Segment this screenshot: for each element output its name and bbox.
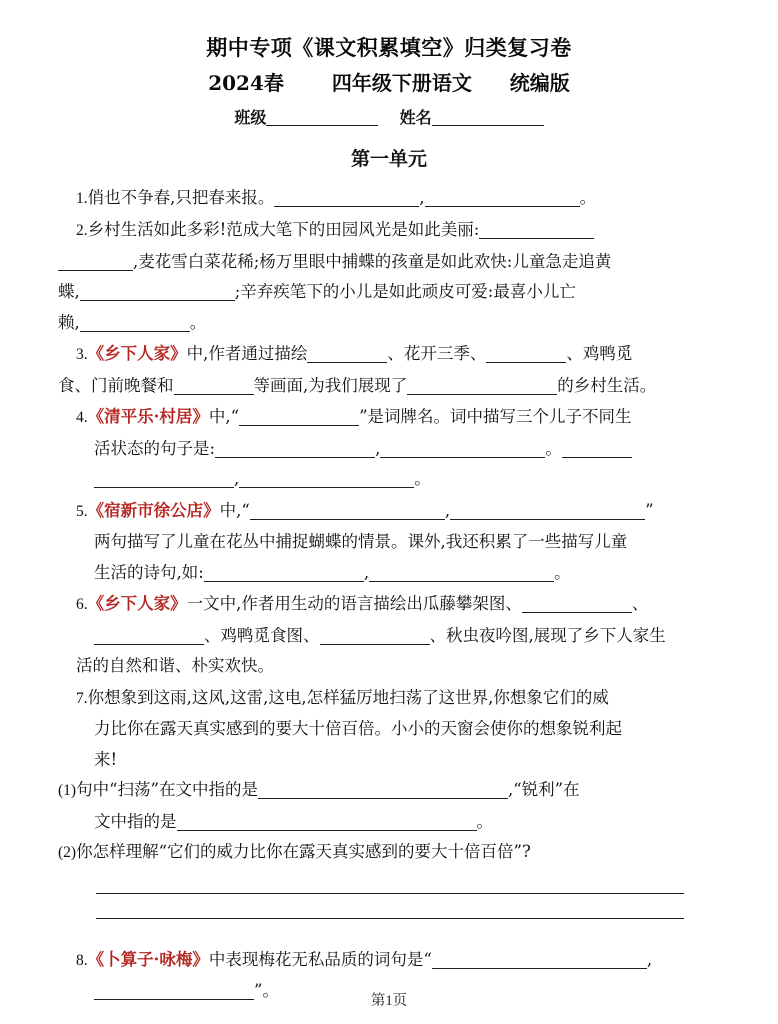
question-6 — [58, 589, 720, 682]
question-2-number: 2. — [76, 222, 88, 240]
question-8-line-1 — [58, 945, 720, 977]
answer-blank[interactable] — [274, 189, 419, 207]
unit-heading: 第一单元 — [350, 147, 427, 170]
question-7-number: 7. — [76, 689, 88, 707]
question-1-period: 。 — [579, 187, 597, 207]
question-3-line-2 — [58, 371, 720, 402]
question-4-text-2a: 活状态的句子是: — [94, 438, 216, 458]
question-8-text-1a: 中表现梅花无私品质的词句是“ — [208, 949, 432, 969]
question-7-text-2: 力比你在露天真实感到的要大十倍百倍。小小的天窗会使你的想象锐利起 — [94, 719, 622, 739]
question-7-line-2 — [58, 714, 720, 745]
question-7-sub-1-line-2 — [58, 807, 720, 838]
answer-blank[interactable] — [407, 377, 557, 395]
question-4-line-2 — [58, 434, 720, 465]
question-2-text-4a: 赖, — [58, 312, 80, 332]
question-2 — [58, 215, 720, 338]
question-7-sub-2-line-1 — [58, 837, 720, 869]
name-label: 姓名 — [399, 108, 432, 128]
question-1-comma: , — [419, 187, 425, 207]
question-4-line-1 — [58, 402, 720, 434]
student-identity-row — [58, 107, 720, 129]
question-7-sub-1-text-2b: 。 — [476, 811, 493, 831]
question-4-text-3a: , — [234, 469, 240, 489]
question-5-work-title: 《宿新市徐公店》 — [87, 500, 220, 520]
answer-blank[interactable] — [369, 564, 554, 582]
question-5-text-3a: 生活的诗句,如: — [94, 562, 204, 582]
answer-blank[interactable] — [80, 314, 190, 332]
document-subtitle — [58, 68, 720, 98]
answer-blank[interactable] — [450, 502, 645, 520]
question-3-number: 3. — [76, 346, 88, 364]
question-6-line-1 — [58, 589, 720, 621]
name-input-rule[interactable] — [432, 111, 544, 126]
question-6-number: 6. — [76, 596, 88, 614]
question-3-text-1a: 中,作者通过描绘 — [186, 344, 308, 364]
question-8-work-title: 《卜算子·咏梅》 — [87, 949, 209, 969]
question-7-sub-1-label: (1) — [58, 782, 77, 800]
answer-blank[interactable] — [479, 221, 594, 239]
question-2-line-3 — [58, 277, 720, 308]
answer-blank[interactable] — [425, 189, 580, 207]
question-7-line-1 — [58, 683, 720, 715]
answer-blank[interactable] — [239, 470, 414, 488]
answer-blank[interactable] — [258, 781, 508, 799]
question-7-sub-1-text-1a: 句中“扫荡”在文中指的是 — [76, 780, 258, 800]
answer-blank[interactable] — [174, 377, 254, 395]
question-5-text-1a: 中,“ — [219, 500, 250, 520]
question-5-text-3b: , — [363, 562, 370, 582]
question-4-line-3 — [58, 464, 720, 495]
question-7 — [58, 683, 720, 919]
question-7-text-1: 你想象到这雨,这风,这雷,这电,怎样猛厉地扫荡了这世界,你想象它们的威 — [87, 687, 609, 707]
answer-blank[interactable] — [215, 440, 375, 458]
question-8-text-2b: 。 — [262, 981, 279, 1001]
question-6-text-1b: 、 — [631, 594, 649, 614]
question-3-work-title: 《乡下人家》 — [87, 344, 187, 364]
question-5-line-3 — [58, 558, 720, 589]
answer-blank[interactable] — [80, 283, 235, 301]
question-3-text-1c: 、鸡鸭觅 — [566, 344, 633, 364]
question-8-text-1b: , — [646, 949, 653, 969]
question-4-text-3b: 。 — [414, 469, 431, 489]
answer-blank[interactable] — [320, 627, 430, 645]
class-label: 班级 — [234, 108, 267, 128]
question-8-text-2a: ” — [254, 981, 263, 1001]
answer-blank[interactable] — [250, 502, 445, 520]
question-2-text-2: ,麦花雪白菜花稀;杨万里眼中捕蝶的孩童是如此欢快:儿童急走追黄 — [133, 251, 612, 271]
answer-blank[interactable] — [522, 595, 632, 613]
question-3-line-1 — [58, 339, 720, 371]
answer-rule-line-2[interactable] — [96, 918, 684, 919]
question-6-text-1a: 一文中,作者用生动的语言描绘出瓜藤攀架图、 — [186, 594, 522, 614]
question-2-line-4 — [58, 308, 720, 339]
question-7-sub-2-label: (2) — [58, 844, 77, 862]
answer-blank[interactable] — [486, 345, 566, 363]
question-3-text-1b: 、花开三季、 — [387, 344, 487, 364]
answer-blank[interactable] — [177, 813, 477, 831]
edition: 统编版 — [509, 71, 570, 96]
answer-blank[interactable] — [380, 440, 545, 458]
question-5-number: 5. — [76, 502, 88, 520]
answer-blank[interactable] — [239, 408, 359, 426]
answer-blank[interactable] — [562, 440, 632, 458]
question-4-text-1a: 中,“ — [208, 407, 240, 427]
question-3 — [58, 339, 720, 401]
question-2-text-3a: 蝶, — [58, 282, 80, 302]
question-5-text-1b: , — [444, 500, 451, 520]
question-7-text-3: 来! — [94, 749, 118, 769]
question-4-text-2c: 。 — [545, 438, 562, 458]
question-5-line-2 — [58, 527, 720, 558]
question-1-number: 1. — [76, 189, 88, 207]
question-6-text-2a: 、鸡鸭觅食图、 — [204, 625, 320, 645]
question-7-sub-1-text-1b: ,“锐利”在 — [507, 780, 580, 800]
question-list — [58, 183, 720, 1007]
question-5 — [58, 496, 720, 589]
class-input-rule[interactable] — [266, 111, 378, 126]
question-5-line-1 — [58, 496, 720, 528]
question-4-text-2b: , — [375, 438, 381, 458]
answer-blank[interactable] — [58, 253, 133, 271]
question-5-text-3c: 。 — [554, 562, 571, 582]
page-footer: 第1页 — [370, 993, 408, 1009]
answer-rule-line-1[interactable] — [96, 893, 684, 894]
question-2-line-1 — [58, 215, 720, 247]
answer-blank[interactable] — [94, 470, 234, 488]
answer-blank[interactable] — [432, 951, 647, 969]
question-5-text-2: 两句描写了儿童在花丛中捕捉蝴蝶的情景。课外,我还积累了一些描写儿童 — [94, 532, 628, 552]
question-7-sub-2-text: 你怎样理解“它们的威力比你在露天真实感到的要大十倍百倍”? — [76, 842, 531, 862]
question-6-text-3: 活的自然和谐、朴实欢快。 — [76, 656, 274, 676]
question-6-line-2 — [58, 621, 720, 652]
question-4-work-title: 《清平乐·村居》 — [87, 407, 209, 427]
question-7-sub-1-text-2a: 文中指的是 — [94, 811, 177, 831]
question-2-text-3b: ;辛弃疾笔下的小儿是如此顽皮可爱:最喜小儿亡 — [234, 282, 576, 302]
page-title: 期中专项《课文积累填空》归类复习卷 — [206, 35, 572, 60]
question-1-text-a: 俏也不争春,只把春来报。 — [87, 187, 275, 207]
question-2-text-1: 乡村生活如此多彩!范成大笔下的田园风光是如此美丽: — [87, 220, 480, 240]
answer-blank[interactable] — [204, 564, 364, 582]
question-4-text-1b: ”是词牌名。词中描写三个儿子不同生 — [359, 407, 632, 427]
question-1 — [58, 183, 720, 215]
question-4 — [58, 402, 720, 495]
question-7-line-3 — [58, 745, 720, 776]
question-5-text-1c: ” — [645, 500, 654, 520]
question-2-text-4b: 。 — [189, 312, 207, 332]
grade-subject: 四年级下册语文 — [331, 71, 472, 96]
question-3-text-2b: 等画面,为我们展现了 — [253, 375, 408, 395]
question-2-line-2 — [58, 247, 720, 278]
answer-blank[interactable] — [307, 345, 387, 363]
question-7-sub-1-line-1 — [58, 775, 720, 807]
question-6-work-title: 《乡下人家》 — [87, 594, 187, 614]
question-6-line-3 — [58, 651, 720, 682]
question-3-text-2a: 食、门前晚餐和 — [58, 375, 174, 395]
question-3-text-2c: 的乡村生活。 — [557, 375, 657, 395]
question-6-text-2b: 、秋虫夜吟图,展现了乡下人家生 — [429, 625, 666, 645]
answer-blank[interactable] — [94, 627, 204, 645]
question-4-number: 4. — [76, 409, 88, 427]
question-1-line-1 — [58, 183, 720, 215]
question-8-number: 8. — [76, 951, 88, 969]
year-term: 2024春 — [208, 71, 284, 96]
